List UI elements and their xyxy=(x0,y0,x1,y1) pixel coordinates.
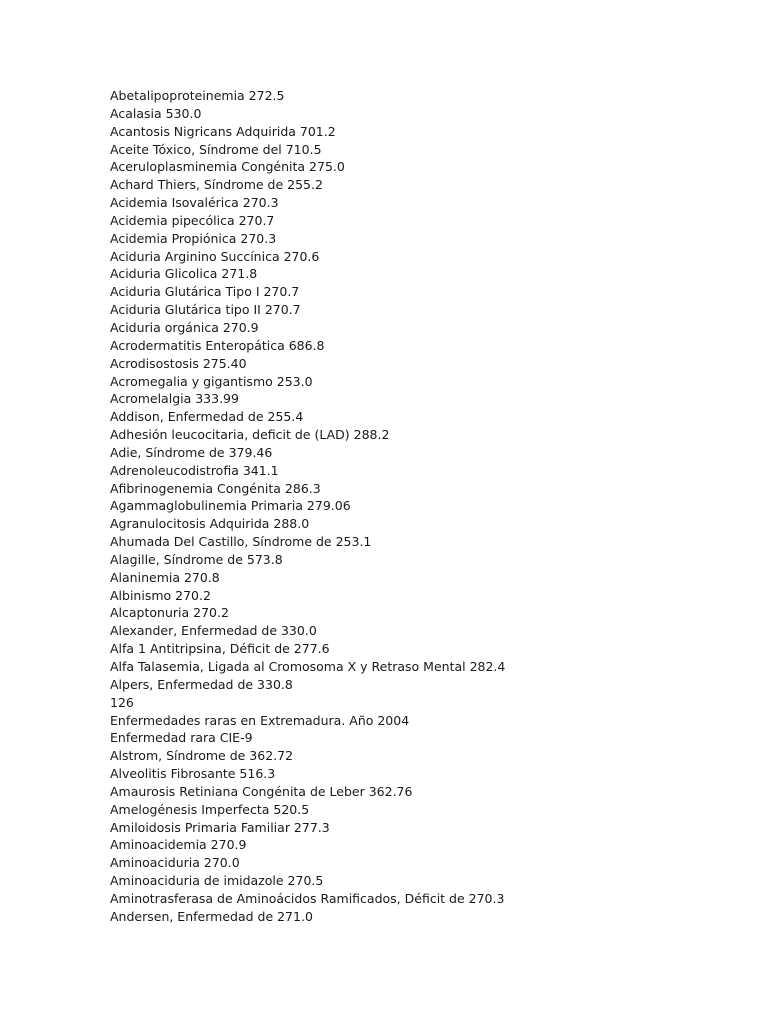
text-line: Aminotrasferasa de Aminoácidos Ramificados, Déficit de 270.3 xyxy=(110,890,505,906)
text-line: Enfermedad rara CIE-9 xyxy=(110,730,253,746)
text-line: Addison, Enfermedad de 255.4 xyxy=(110,409,304,425)
text-line: Adhesión leucocitaria, deficit de (LAD) 288.2 xyxy=(110,427,390,443)
text-line: Aminoacidemia 270.9 xyxy=(110,837,247,853)
text-line: Aminoaciduria 270.0 xyxy=(110,855,240,871)
text-line: Aciduria Glutárica tipo II 270.7 xyxy=(110,302,301,318)
text-line: Alstrom, Síndrome de 362.72 xyxy=(110,748,294,764)
text-line: Acantosis Nigricans Adquirida 701.2 xyxy=(110,123,336,139)
text-line: 126 xyxy=(110,694,134,710)
text-line: Acrodermatitis Enteropática 686.8 xyxy=(110,337,325,353)
text-line: Acidemia Propiónica 270.3 xyxy=(110,230,277,246)
text-line: Abetalipoproteinemia 272.5 xyxy=(110,88,285,103)
text-line: Amiloidosis Primaria Familiar 277.3 xyxy=(110,819,330,835)
text-line: Enfermedades raras en Extremadura. Año 2004 xyxy=(110,712,410,728)
text-line: Aciduria Glicolica 271.8 xyxy=(110,266,258,282)
text-line: Aminoaciduria de imidazole 270.5 xyxy=(110,873,324,889)
text-line: Acalasia 530.0 xyxy=(110,105,202,121)
text-line: Achard Thiers, Síndrome de 255.2 xyxy=(110,177,323,193)
text-line: Aciduria orgánica 270.9 xyxy=(110,319,259,335)
text-line: Alcaptonuria 270.2 xyxy=(110,605,229,621)
disease-code-list xyxy=(110,87,505,926)
text-line: Agammaglobulinemia Primaria 279.06 xyxy=(110,498,351,514)
text-line: Acromelalgia 333.99 xyxy=(110,391,239,407)
text-line: Acidemia pipecólica 270.7 xyxy=(110,212,275,228)
text-line: Alexander, Enfermedad de 330.0 xyxy=(110,623,317,639)
text-line: Adrenoleucodistrofia 341.1 xyxy=(110,462,279,478)
text-line: Aciduria Arginino Succínica 270.6 xyxy=(110,248,320,264)
text-line: Aciduria Glutárica Tipo I 270.7 xyxy=(110,284,300,300)
text-line: Adie, Síndrome de 379.46 xyxy=(110,444,273,460)
text-line: Acrodisostosis 275.40 xyxy=(110,355,247,371)
text-line: Alagille, Síndrome de 573.8 xyxy=(110,551,283,567)
text-line: Amaurosis Retiniana Congénita de Leber 362.76 xyxy=(110,783,413,799)
text-line: Alfa 1 Antitripsina, Déficit de 277.6 xyxy=(110,641,330,657)
text-line: Alveolitis Fibrosante 516.3 xyxy=(110,766,276,782)
text-line: Afibrinogenemia Congénita 286.3 xyxy=(110,480,321,496)
text-line: Alaninemia 270.8 xyxy=(110,569,220,585)
text-line: Aceruloplasminemia Congénita 275.0 xyxy=(110,159,345,175)
text-line: Acromegalia y gigantismo 253.0 xyxy=(110,373,313,389)
text-line: Albinismo 270.2 xyxy=(110,587,211,603)
text-line: Agranulocitosis Adquirida 288.0 xyxy=(110,516,310,532)
text-line: Acidemia Isovalérica 270.3 xyxy=(110,195,279,211)
text-line: Andersen, Enfermedad de 271.0 xyxy=(110,908,313,924)
text-line: Aceite Tóxico, Síndrome del 710.5 xyxy=(110,141,322,157)
text-line: Alfa Talasemia, Ligada al Cromosoma X y Retraso Mental 282.4 xyxy=(110,659,506,674)
text-line: Ahumada Del Castillo, Síndrome de 253.1 xyxy=(110,534,372,550)
text-line: Amelogénesis Imperfecta 520.5 xyxy=(110,801,310,817)
text-line: Alpers, Enfermedad de 330.8 xyxy=(110,676,293,692)
